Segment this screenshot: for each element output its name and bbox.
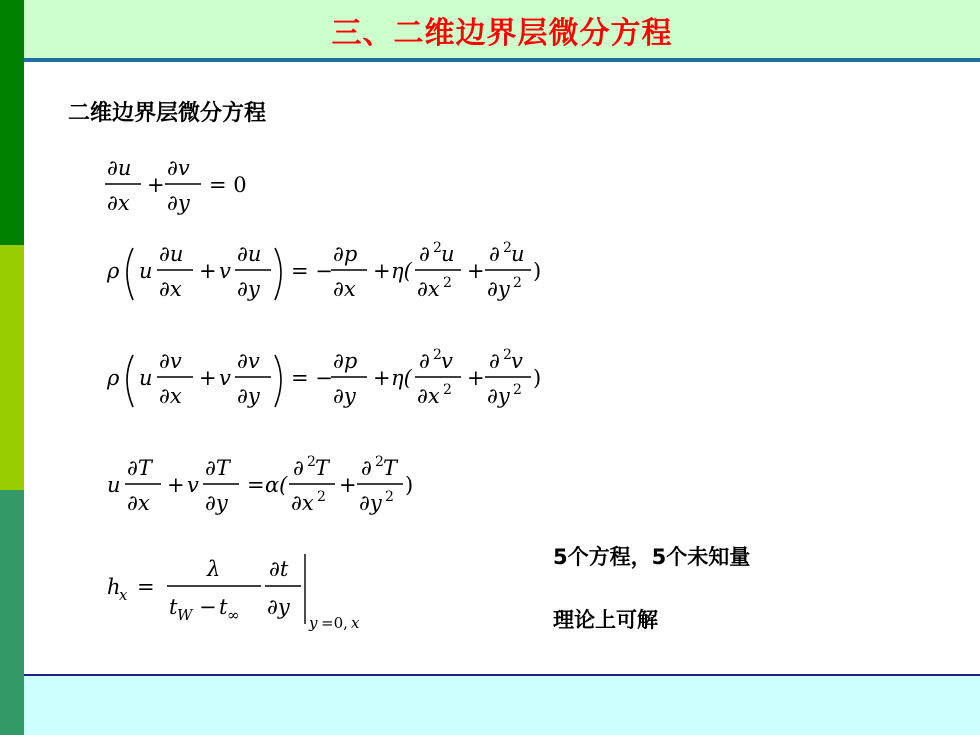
svg-text:∂p: ∂p xyxy=(333,349,358,373)
svg-text:u: u xyxy=(139,366,153,390)
svg-text:ρ: ρ xyxy=(107,259,120,283)
svg-text:u: u xyxy=(139,259,153,283)
svg-text:∂: ∂ xyxy=(419,242,430,266)
svg-text:T: T xyxy=(315,456,330,480)
svg-text:= 0: = 0 xyxy=(209,173,247,197)
svg-text:T: T xyxy=(383,456,398,480)
left-stripe-bottom xyxy=(0,490,24,735)
svg-text:∞: ∞ xyxy=(227,606,240,624)
svg-text:u: u xyxy=(441,242,455,266)
svg-text:∂u: ∂u xyxy=(237,242,262,266)
svg-text:+: + xyxy=(467,259,485,283)
svg-text:+: + xyxy=(467,366,485,390)
svg-text:2: 2 xyxy=(307,454,316,470)
svg-text:+: + xyxy=(199,366,217,390)
svg-text:+: + xyxy=(199,259,217,283)
svg-text:ρ: ρ xyxy=(107,366,120,390)
svg-text:v: v xyxy=(511,349,523,373)
svg-text:∂u: ∂u xyxy=(159,242,184,266)
svg-text:2: 2 xyxy=(317,489,326,505)
note-equation-count: 5个方程，5个未知量 xyxy=(553,545,751,569)
svg-text:t: t xyxy=(219,595,228,619)
svg-text:2: 2 xyxy=(513,382,522,398)
svg-text:∂x: ∂x xyxy=(291,491,314,515)
svg-text:∂t: ∂t xyxy=(269,557,289,581)
svg-text:∂y: ∂y xyxy=(205,491,228,515)
svg-text:∂: ∂ xyxy=(419,349,430,373)
svg-text:+: + xyxy=(339,473,357,497)
svg-text:=: = xyxy=(137,575,155,599)
equation-continuity xyxy=(105,150,265,222)
svg-text:∂: ∂ xyxy=(361,456,372,480)
svg-text:∂y: ∂y xyxy=(487,384,510,408)
svg-text:∂y: ∂y xyxy=(237,384,260,408)
svg-text:x: x xyxy=(351,614,360,632)
svg-text:∂T: ∂T xyxy=(127,456,152,480)
svg-text:2: 2 xyxy=(375,454,384,470)
equation-momentum-x xyxy=(105,236,555,308)
svg-text:∂: ∂ xyxy=(489,349,500,373)
svg-text:∂x: ∂x xyxy=(333,277,356,301)
svg-text:v: v xyxy=(187,473,199,497)
svg-text:η(: η( xyxy=(391,259,412,283)
svg-text:=0,: =0, xyxy=(321,614,348,632)
svg-text:v: v xyxy=(219,366,231,390)
svg-text:2: 2 xyxy=(443,275,452,291)
note-solvable: 理论上可解 xyxy=(553,608,658,632)
svg-text:u: u xyxy=(107,473,121,497)
svg-text:∂x: ∂x xyxy=(417,277,440,301)
svg-text:2: 2 xyxy=(433,240,442,256)
svg-text:2: 2 xyxy=(433,347,442,363)
svg-text:+: + xyxy=(147,173,165,197)
svg-text:+: + xyxy=(373,259,391,283)
section-heading: 二维边界层微分方程 xyxy=(68,101,267,126)
svg-text:∂: ∂ xyxy=(293,456,304,480)
left-stripe-top xyxy=(0,0,24,245)
equation-momentum-y xyxy=(105,343,555,415)
svg-text:2: 2 xyxy=(385,489,394,505)
svg-text:−: − xyxy=(199,595,217,619)
equation-heat-transfer-coefficient xyxy=(105,548,395,634)
svg-text:2: 2 xyxy=(443,382,452,398)
svg-text:= −: = − xyxy=(291,259,333,283)
svg-text:∂: ∂ xyxy=(489,242,500,266)
svg-text:x: x xyxy=(119,586,128,604)
svg-text:=: = xyxy=(247,473,265,497)
svg-text:): ) xyxy=(533,259,542,283)
svg-text:∂x: ∂x xyxy=(417,384,440,408)
svg-text:W: W xyxy=(177,606,193,624)
svg-text:): ) xyxy=(405,473,414,497)
svg-text:∂v: ∂v xyxy=(159,349,182,373)
slide-title: 三、二维边界层微分方程 xyxy=(331,16,673,51)
svg-text:∂x: ∂x xyxy=(159,384,182,408)
svg-text:∂u: ∂u xyxy=(107,156,132,180)
svg-text:∂p: ∂p xyxy=(333,242,358,266)
svg-text:λ: λ xyxy=(207,557,221,581)
svg-text:): ) xyxy=(533,366,542,390)
svg-text:∂y: ∂y xyxy=(267,595,290,619)
svg-text:∂x: ∂x xyxy=(127,491,150,515)
svg-text:+: + xyxy=(373,366,391,390)
svg-text:2: 2 xyxy=(503,240,512,256)
svg-text:∂y: ∂y xyxy=(237,277,260,301)
svg-text:∂v: ∂v xyxy=(237,349,260,373)
svg-text:y: y xyxy=(309,614,318,632)
svg-text:u: u xyxy=(511,242,525,266)
svg-text:∂T: ∂T xyxy=(205,456,230,480)
svg-text:v: v xyxy=(441,349,453,373)
svg-text:2: 2 xyxy=(513,275,522,291)
left-stripe-middle xyxy=(0,245,24,490)
svg-text:η(: η( xyxy=(391,366,412,390)
svg-text:∂x: ∂x xyxy=(159,277,182,301)
svg-text:∂v: ∂v xyxy=(167,156,190,180)
svg-text:∂x: ∂x xyxy=(107,191,130,215)
svg-text:h: h xyxy=(107,575,121,599)
svg-text:2: 2 xyxy=(503,347,512,363)
svg-text:∂y: ∂y xyxy=(167,191,190,215)
svg-text:+: + xyxy=(167,473,185,497)
svg-text:t: t xyxy=(169,595,178,619)
svg-text:v: v xyxy=(219,259,231,283)
footer-band xyxy=(24,676,980,735)
svg-text:∂y: ∂y xyxy=(359,491,382,515)
svg-text:∂y: ∂y xyxy=(333,384,356,408)
equation-energy xyxy=(105,450,445,522)
svg-text:= −: = − xyxy=(291,366,333,390)
svg-text:α(: α( xyxy=(265,473,288,497)
title-divider xyxy=(24,58,980,62)
svg-text:∂y: ∂y xyxy=(487,277,510,301)
